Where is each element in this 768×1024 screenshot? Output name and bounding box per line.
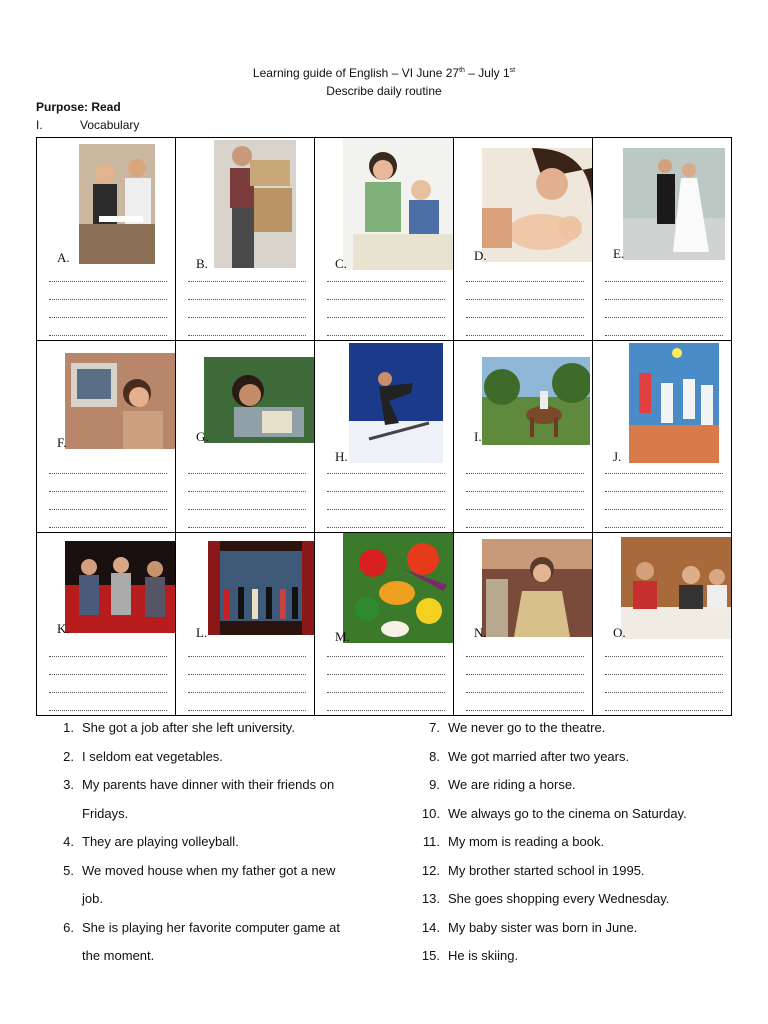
volleyball-photo	[629, 343, 719, 463]
answer-lines	[605, 264, 723, 336]
skiing-photo	[349, 343, 443, 463]
vocab-letter: E.	[613, 246, 625, 261]
vocab-letter: N.	[474, 625, 487, 640]
sentence-list-right	[416, 714, 736, 971]
answer-lines	[188, 456, 306, 528]
sentence-list-left	[50, 714, 380, 971]
vocab-cell-n	[454, 533, 593, 716]
vocab-letter: I.	[474, 429, 482, 444]
answer-lines	[605, 639, 723, 711]
vocab-letter: F.	[57, 435, 67, 450]
list-item: 15. He is skiing.	[421, 948, 519, 963]
moving-boxes-photo	[214, 140, 296, 268]
page-title: Learning guide of English – VI June 27th – July 1st	[252, 66, 516, 80]
answer-lines	[327, 456, 445, 528]
vocab-cell-d	[454, 138, 593, 341]
list-item: 10. We always go to the cinema on Saturday.	[421, 805, 687, 821]
answer-lines	[605, 456, 723, 528]
list-item: 13. She goes shopping every Wednesday.	[421, 891, 670, 906]
vocab-letter: O.	[613, 625, 626, 640]
vocab-cell-k	[37, 533, 176, 716]
list-item: 7. We never go to the theatre.	[429, 720, 606, 735]
vocab-letter: G.	[196, 429, 209, 444]
answer-lines	[466, 639, 584, 711]
answer-lines	[327, 264, 445, 336]
vocab-letter: K.	[57, 621, 70, 636]
vocab-cell-i	[454, 341, 593, 533]
list-item: Fridays.	[82, 805, 129, 821]
dinner-party-photo	[621, 537, 731, 639]
list-item: job.	[82, 891, 103, 906]
vocab-letter: M.	[335, 629, 350, 644]
woman-reading-photo	[204, 357, 314, 443]
list-item: 3. My parents have dinner with their friends on	[63, 777, 335, 792]
vocab-letter: A.	[57, 250, 70, 265]
list-item: 2. I seldom eat vegetables.	[63, 748, 223, 764]
list-item: the moment.	[82, 948, 155, 963]
vocab-cell-a	[37, 138, 176, 341]
list-item: 1. She got a job after she left university.	[63, 720, 295, 735]
vocab-letter: H.	[335, 449, 348, 464]
page-subtitle: Describe daily routine	[326, 84, 442, 98]
horse-riding-photo	[482, 357, 590, 445]
answer-lines	[49, 264, 167, 336]
vocab-letter: J.	[613, 449, 622, 464]
answer-lines	[466, 456, 584, 528]
vocab-letter: B.	[196, 256, 208, 271]
answer-lines	[188, 639, 306, 711]
mother-and-baby-photo	[482, 148, 592, 262]
mother-helping-child-photo	[343, 138, 453, 270]
vocab-cell-m	[315, 533, 454, 716]
vegetables-photo	[343, 533, 453, 643]
shopping-photo	[482, 539, 592, 637]
vocab-letter: L.	[196, 625, 208, 640]
list-item: 11. My mom is reading a book.	[422, 834, 605, 849]
wedding-couple-photo	[623, 148, 725, 260]
vocab-cell-g	[176, 341, 315, 533]
vocab-letter: D.	[474, 248, 487, 263]
answer-lines	[49, 456, 167, 528]
vocab-cell-h	[315, 341, 454, 533]
vocab-cell-l	[176, 533, 315, 716]
list-item: 8. We got married after two years.	[429, 748, 630, 764]
cinema-audience-photo	[65, 541, 175, 633]
answer-lines	[49, 639, 167, 711]
vocab-cell-e	[593, 138, 732, 341]
vocab-cell-j	[593, 341, 732, 533]
list-item: 6. She is playing her favorite computer game at	[63, 919, 340, 935]
vocabulary-grid	[36, 137, 732, 716]
vocab-cell-f	[37, 341, 176, 533]
purpose-label: Purpose: Read	[36, 100, 121, 114]
computer-gamer-photo	[65, 353, 175, 449]
section-heading: I. Vocabulary	[36, 118, 140, 132]
vocab-letter: C.	[335, 256, 347, 271]
vocab-cell-o	[593, 533, 732, 716]
office-meeting-photo	[79, 144, 155, 264]
answer-lines	[188, 264, 306, 336]
answer-lines	[327, 639, 445, 711]
list-item: 5. We moved house when my father got a new	[63, 862, 336, 878]
list-item: 9. We are riding a horse.	[429, 777, 576, 792]
vocab-cell-c	[315, 138, 454, 341]
vocab-cell-b	[176, 138, 315, 341]
list-item: 12. My brother started school in 1995.	[421, 862, 645, 878]
answer-lines	[466, 264, 584, 336]
theatre-stage-photo	[208, 541, 314, 635]
list-item: 14. My baby sister was born in June.	[421, 919, 638, 935]
list-item: 4. They are playing volleyball.	[63, 834, 239, 849]
